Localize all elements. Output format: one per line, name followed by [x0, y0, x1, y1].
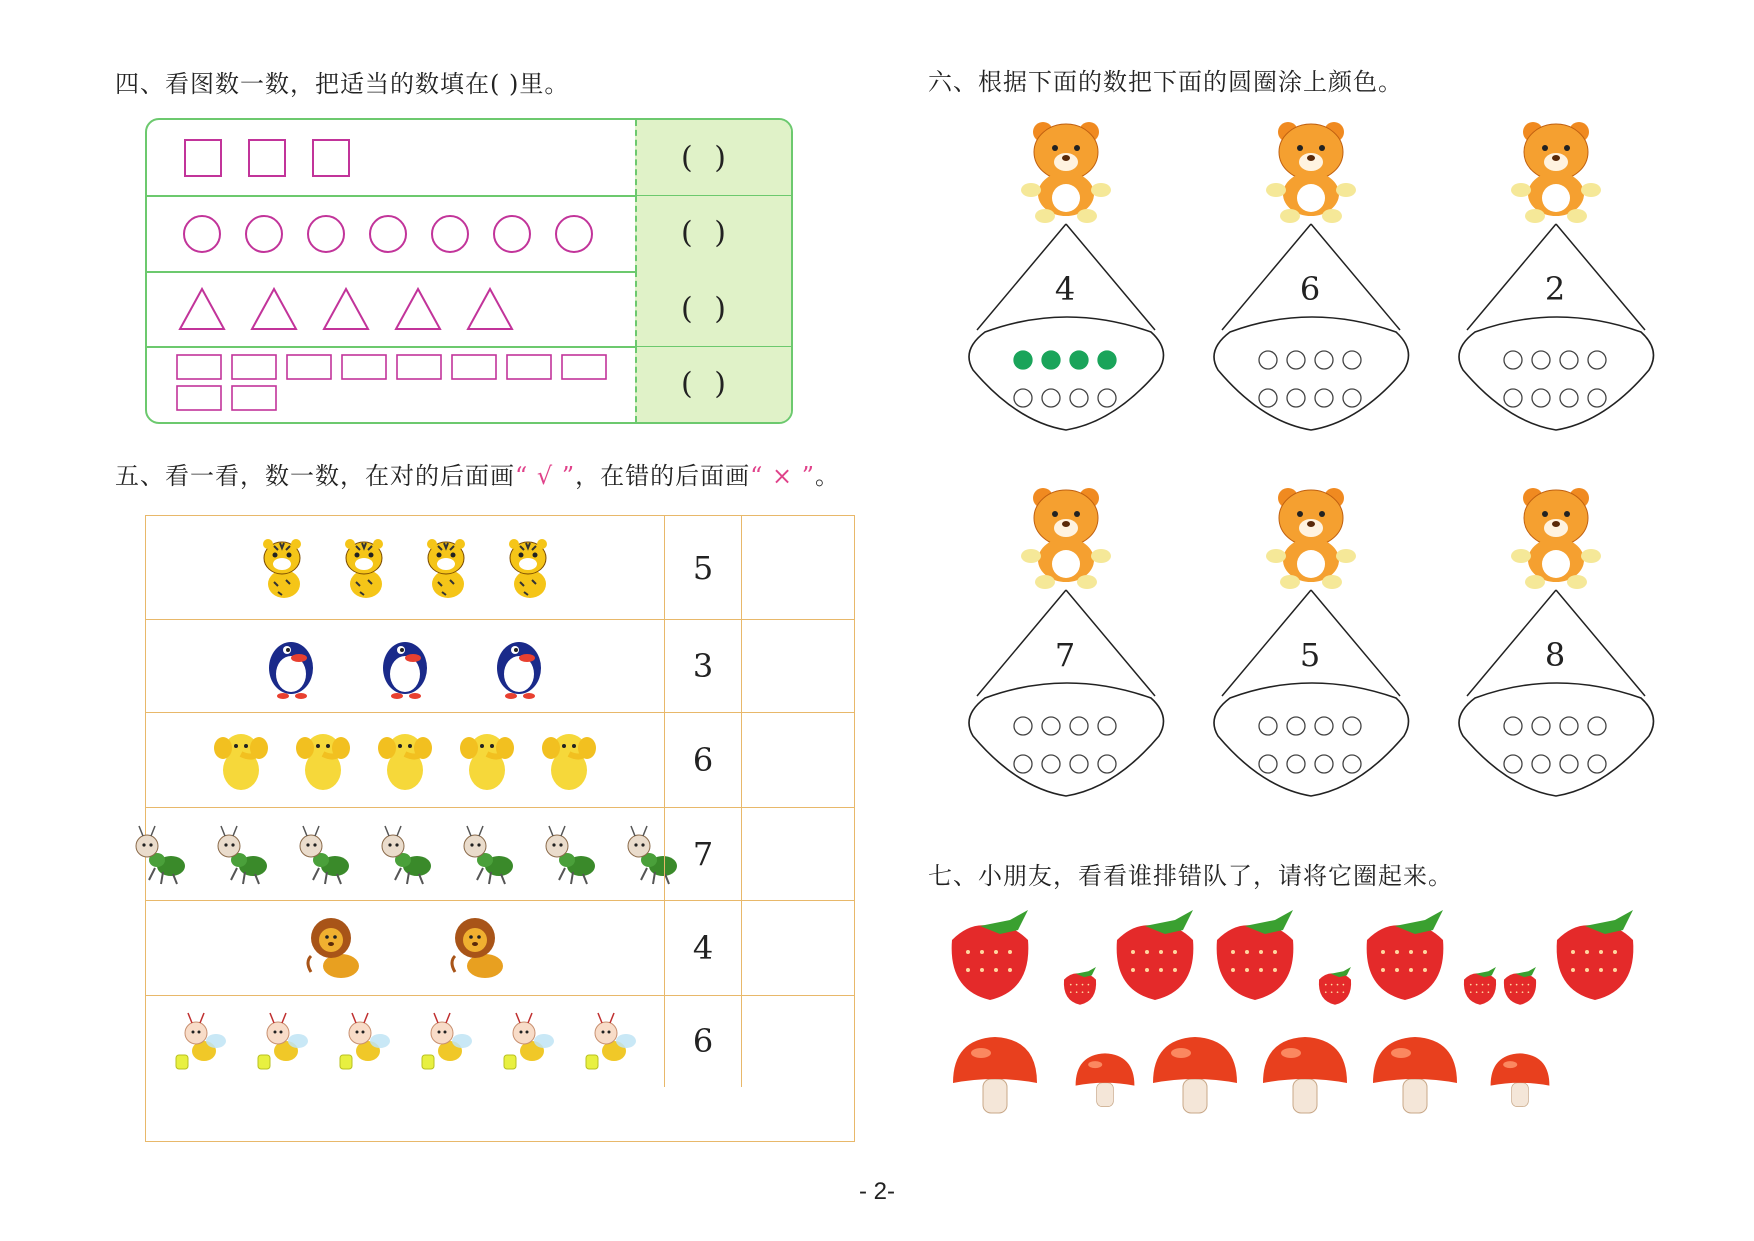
animal-row-penguin	[146, 619, 854, 713]
ant-icon	[373, 818, 437, 890]
rectangle-shapes	[147, 347, 635, 422]
page-number: - 2-	[859, 1178, 895, 1205]
section4-heading: 四、看图数一数，把适当的数填在( )里。	[115, 70, 570, 98]
color-circle	[1532, 389, 1550, 407]
penguin-icon	[373, 630, 437, 702]
bear-scale-unit	[955, 478, 1175, 808]
color-circle	[1287, 351, 1305, 369]
elephant-icon	[373, 724, 437, 796]
color-circle	[1315, 351, 1333, 369]
color-circle	[1315, 389, 1333, 407]
color-circle	[1532, 351, 1550, 369]
mushroom-icon[interactable]	[1373, 1037, 1457, 1113]
check-count-table	[145, 515, 855, 1142]
elephant-icon	[291, 724, 355, 796]
square-shape	[313, 140, 349, 176]
circle-shapes	[147, 196, 635, 271]
section5-heading-end: 。	[815, 462, 840, 490]
circle-shape	[556, 216, 592, 252]
row-number: 6	[692, 740, 714, 779]
square-shape	[249, 140, 285, 176]
shape-row-circle	[147, 196, 791, 273]
color-circle	[1098, 351, 1116, 369]
cross-mark-symbol: “ × ”	[750, 462, 815, 490]
penguin-group	[146, 619, 664, 712]
strawberry-icon[interactable]	[952, 910, 1029, 1000]
tiger-icon	[414, 532, 478, 604]
section7-heading: 七、小朋友，看看谁排错队了，请将它圈起来。	[928, 862, 1453, 890]
color-circle	[1287, 389, 1305, 407]
answer-blank: ( )	[681, 215, 732, 251]
mark-answer-cell[interactable]	[742, 900, 854, 995]
triangle-shape	[252, 289, 296, 329]
mark-answer-cell[interactable]	[742, 807, 854, 900]
color-circle	[1532, 717, 1550, 735]
sequence-drawing	[950, 905, 1670, 1145]
number-cell	[664, 900, 742, 995]
color-circle	[1014, 755, 1032, 773]
color-circle	[1504, 351, 1522, 369]
penguin-icon	[487, 630, 551, 702]
mark-answer-cell[interactable]	[742, 712, 854, 807]
color-circle	[1560, 389, 1578, 407]
mark-answer-cell[interactable]	[742, 619, 854, 712]
bear-number: 8	[1544, 636, 1566, 674]
strawberry-icon[interactable]	[1217, 910, 1294, 1000]
color-circle	[1042, 717, 1060, 735]
rectangle-shape	[177, 386, 221, 410]
bear-number: 7	[1054, 636, 1076, 674]
square-shapes	[147, 120, 635, 195]
rectangle-shape	[397, 355, 441, 379]
bear-number: 6	[1299, 270, 1321, 308]
color-circle	[1343, 389, 1361, 407]
strawberry-icon[interactable]	[1504, 967, 1536, 1005]
circle-shape	[184, 216, 220, 252]
strawberry-icon[interactable]	[1367, 910, 1444, 1000]
lion-icon	[301, 912, 365, 984]
bear-scale-unit	[1200, 478, 1420, 808]
row-number: 5	[692, 548, 714, 587]
animal-row-elephant	[146, 712, 854, 808]
tiger-group	[146, 516, 664, 619]
rectangle-shape	[177, 355, 221, 379]
bear-scale-unit	[1445, 478, 1665, 808]
circle-shape	[308, 216, 344, 252]
color-circle	[1014, 717, 1032, 735]
number-cell	[664, 995, 742, 1087]
animal-row-tiger	[146, 516, 854, 620]
triangle-shape	[324, 289, 368, 329]
color-circle	[1070, 351, 1088, 369]
answer-blank: ( )	[681, 140, 732, 175]
color-circle	[1259, 755, 1277, 773]
ant-icon	[537, 818, 601, 890]
strawberry-icon[interactable]	[1117, 910, 1194, 1000]
mushroom-icon[interactable]	[1263, 1037, 1347, 1113]
circle-shape	[494, 216, 530, 252]
triangle-shape	[180, 289, 224, 329]
section5-heading-mid: ，在错的后面画	[575, 462, 751, 490]
color-circle	[1098, 389, 1116, 407]
animal-row-lion	[146, 900, 854, 996]
tiger-icon	[332, 532, 396, 604]
scale-bowl	[1214, 317, 1409, 430]
color-circle	[1588, 389, 1606, 407]
triangle-shape	[468, 289, 512, 329]
answer-cell[interactable]	[635, 347, 793, 422]
row-number: 3	[692, 646, 714, 685]
mark-answer-cell[interactable]	[742, 516, 854, 619]
color-circle	[1098, 717, 1116, 735]
shape-row-triangle	[147, 271, 791, 348]
bee-icon	[414, 1005, 478, 1077]
mushroom-icon[interactable]	[1076, 1053, 1135, 1106]
tiger-icon	[496, 532, 560, 604]
color-circle	[1504, 389, 1522, 407]
color-circle	[1560, 717, 1578, 735]
color-circle	[1259, 351, 1277, 369]
ant-group	[146, 807, 664, 900]
color-circle	[1042, 389, 1060, 407]
ant-icon	[291, 818, 355, 890]
row-number: 7	[692, 834, 714, 873]
mushroom-icon[interactable]	[1491, 1053, 1550, 1106]
rectangle-shape	[232, 355, 276, 379]
section5-heading-main: 五、看一看，数一数，在对的后面画	[115, 462, 515, 490]
teddy-bear-icon	[1511, 488, 1601, 589]
tiger-icon	[250, 532, 314, 604]
color-circle	[1315, 755, 1333, 773]
answer-cell[interactable]	[635, 271, 793, 346]
color-circle	[1588, 351, 1606, 369]
rectangle-shape	[342, 355, 386, 379]
circle-shape	[370, 216, 406, 252]
scale-bowl	[1214, 683, 1409, 796]
rectangle-shape	[287, 355, 331, 379]
circle-shape	[246, 216, 282, 252]
animal-row-bee	[146, 995, 854, 1087]
color-circle	[1042, 351, 1060, 369]
color-circle	[1287, 755, 1305, 773]
color-circle	[1014, 389, 1032, 407]
elephant-icon	[209, 724, 273, 796]
scale-bowl	[1459, 683, 1654, 796]
lion-group	[146, 900, 664, 995]
color-circle	[1042, 755, 1060, 773]
section6-heading: 六、根据下面的数把下面的圆圈涂上颜色。	[928, 68, 1403, 96]
color-circle	[1504, 717, 1522, 735]
color-circle	[1070, 389, 1088, 407]
color-circle	[1014, 351, 1032, 369]
check-mark-symbol: “ √ ”	[515, 462, 576, 490]
bear-scale-unit	[1445, 112, 1665, 442]
ant-icon	[127, 818, 191, 890]
teddy-bear-icon	[1021, 488, 1111, 589]
bear-number: 5	[1299, 636, 1321, 674]
bee-icon	[332, 1005, 396, 1077]
bear-number: 4	[1054, 270, 1076, 308]
scale-bowl	[969, 317, 1164, 430]
strawberry-icon[interactable]	[1319, 967, 1351, 1005]
bear-number: 2	[1544, 270, 1566, 308]
teddy-bear-icon	[1511, 122, 1601, 223]
color-circle	[1070, 755, 1088, 773]
strawberry-icon[interactable]	[1464, 967, 1496, 1005]
penguin-icon	[259, 630, 323, 702]
scale-bowl	[969, 683, 1164, 796]
elephant-icon	[537, 724, 601, 796]
rectangle-shape	[232, 386, 276, 410]
triangle-shape	[396, 289, 440, 329]
teddy-bear-icon	[1266, 488, 1356, 589]
teddy-bear-icon	[1266, 122, 1356, 223]
triangle-shapes	[147, 271, 635, 346]
row-number: 4	[692, 928, 714, 967]
color-circle	[1343, 717, 1361, 735]
answer-cell[interactable]	[635, 120, 793, 195]
mark-answer-cell[interactable]	[742, 995, 854, 1087]
answer-cell[interactable]	[635, 196, 793, 271]
color-circle	[1588, 717, 1606, 735]
bee-group	[146, 995, 664, 1087]
color-circle	[1343, 755, 1361, 773]
color-circle	[1098, 755, 1116, 773]
row-number: 6	[692, 1022, 714, 1060]
color-circle	[1560, 351, 1578, 369]
answer-blank: ( )	[681, 366, 732, 402]
answer-blank: ( )	[681, 291, 732, 326]
rectangle-shape	[562, 355, 606, 379]
strawberry-icon[interactable]	[1064, 967, 1096, 1005]
number-cell	[664, 807, 742, 900]
odd-one-out-area	[950, 905, 1670, 1145]
ant-icon	[209, 818, 273, 890]
mushroom-icon[interactable]	[953, 1037, 1037, 1113]
number-cell	[664, 712, 742, 807]
color-circle	[1315, 717, 1333, 735]
color-circle	[1070, 717, 1088, 735]
bear-scale-unit	[955, 112, 1175, 442]
elephant-icon	[455, 724, 519, 796]
color-circle	[1560, 755, 1578, 773]
elephant-group	[146, 712, 664, 807]
strawberry-icon[interactable]	[1557, 910, 1634, 1000]
section5-heading	[115, 456, 840, 491]
color-circle	[1504, 755, 1522, 773]
square-shape	[185, 140, 221, 176]
bee-icon	[250, 1005, 314, 1077]
circle-shape	[432, 216, 468, 252]
bee-icon	[168, 1005, 232, 1077]
shape-row-rectangle	[147, 347, 791, 422]
bee-icon	[496, 1005, 560, 1077]
count-shapes-table	[145, 118, 793, 424]
color-circle	[1259, 717, 1277, 735]
color-circle	[1532, 755, 1550, 773]
lion-icon	[445, 912, 509, 984]
rectangle-shape	[507, 355, 551, 379]
color-circle	[1588, 755, 1606, 773]
color-circle	[1259, 389, 1277, 407]
shape-row-square	[147, 120, 791, 197]
rectangle-shape	[452, 355, 496, 379]
scale-bowl	[1459, 317, 1654, 430]
bear-scale-unit	[1200, 112, 1420, 442]
mushroom-icon[interactable]	[1153, 1037, 1237, 1113]
ant-icon	[455, 818, 519, 890]
color-circle	[1287, 717, 1305, 735]
animal-row-ant	[146, 807, 854, 901]
number-cell	[664, 516, 742, 619]
teddy-bear-icon	[1021, 122, 1111, 223]
bee-icon	[578, 1005, 642, 1077]
number-cell	[664, 619, 742, 712]
color-circle	[1343, 351, 1361, 369]
